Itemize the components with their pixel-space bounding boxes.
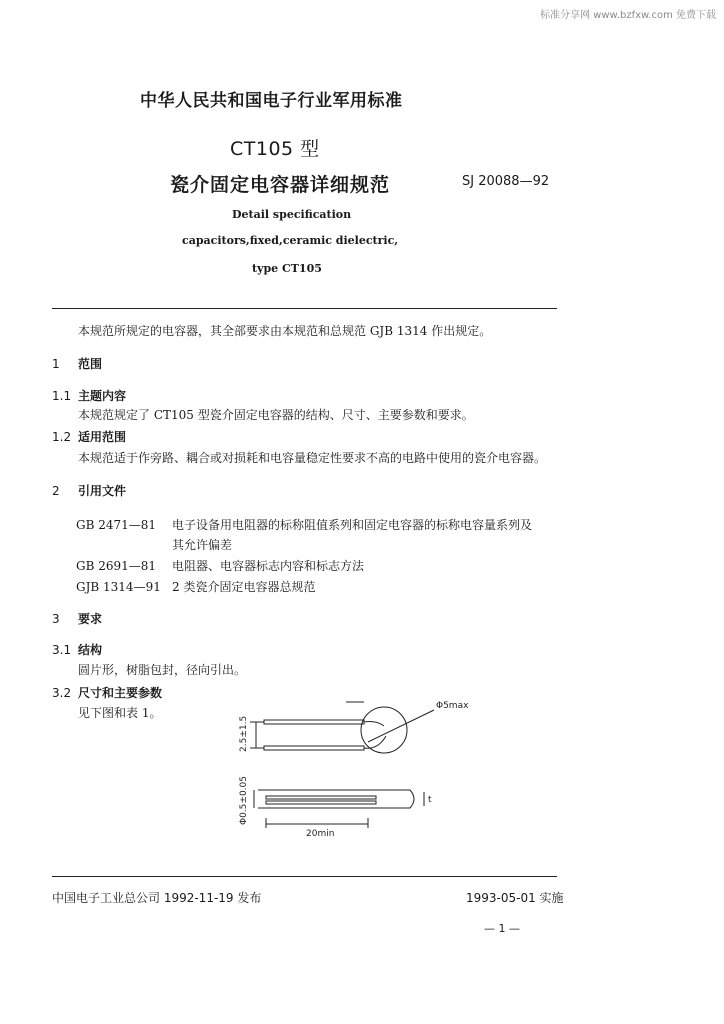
section-1-1-heading [52, 387, 126, 404]
capacitor-disc [361, 707, 407, 753]
issue-info: 中国电子工业总公司 1992-11-19 发布 [52, 891, 262, 905]
thickness-label: t [428, 795, 432, 805]
diameter-label: Φ5max [436, 701, 469, 711]
reference-row [76, 557, 364, 574]
page-number: — 1 — [484, 922, 520, 935]
english-title-line-1: Detail specification [232, 208, 352, 221]
section-3-2-text: 见下图和表 1。 [78, 706, 162, 720]
side-lead-1 [266, 796, 376, 799]
watermark: 标准分享网 www.bzfxw.com 免费下载 [540, 10, 716, 21]
section-title: 适用范围 [78, 430, 127, 444]
section-1-1-text: 本规范规定了 CT105 型瓷介固定电容器的结构、尺寸、主要参数和要求。 [78, 408, 474, 422]
section-1-2-text: 本规范适于作旁路、耦合或对损耗和电容量稳定性要求不高的电路中使用的瓷介电容器。 [78, 451, 547, 465]
section-number: 3.2 [52, 686, 72, 700]
section-title: 引用文件 [78, 484, 127, 498]
reference-title: 电子设备用电阻器的标称阻值系列和固定电容器的标称电容量系列及 [172, 518, 533, 532]
section-number: 1 [52, 357, 60, 371]
wire-diameter-label: Φ0.5±0.05 [239, 776, 249, 825]
section-title: 范围 [78, 357, 103, 371]
section-3-heading [52, 610, 102, 627]
reference-row [76, 578, 315, 595]
section-title: 结构 [78, 643, 103, 657]
upper-lead [264, 720, 364, 724]
reference-code: GB 2691—81 [76, 559, 157, 573]
intro-text: 本规范所规定的电容器，其全部要求由本规范和总规范 GJB 1314 作出规定。 [78, 324, 492, 338]
upper-lead-bend [364, 722, 384, 727]
lower-lead [264, 746, 364, 750]
section-number: 3.1 [52, 643, 72, 657]
section-2-heading [52, 482, 126, 499]
page-title: 瓷介固定电容器详细规范 [170, 174, 391, 196]
section-title: 尺寸和主要参数 [78, 686, 163, 700]
english-title-line-2: capacitors,fixed,ceramic dielectric, [182, 234, 399, 247]
header-rule [52, 308, 557, 309]
section-3-2-heading [52, 684, 162, 701]
section-title: 要求 [78, 612, 103, 626]
section-number: 1.2 [52, 430, 72, 444]
capacitor-dimension-drawing [236, 690, 486, 840]
section-1-2-heading [52, 428, 126, 445]
section-number: 1.1 [52, 389, 72, 403]
reference-code: GB 2471—81 [76, 518, 157, 532]
effective-date: 1993-05-01 实施 [466, 891, 564, 905]
section-number: 3 [52, 612, 60, 626]
side-disc-body [396, 790, 414, 808]
section-1-heading [52, 355, 102, 372]
reference-title: 电阻器、电容器标志内容和标志方法 [172, 559, 365, 573]
model-title: CT105 型 [230, 138, 320, 160]
side-lead-2 [266, 801, 376, 804]
section-title: 主题内容 [78, 389, 127, 403]
section-3-1-text: 圆片形，树脂包封，径向引出。 [78, 663, 247, 677]
reference-title: 2 类瓷介固定电容器总规范 [172, 580, 316, 594]
standard-category: 中华人民共和国电子行业军用标准 [140, 91, 403, 111]
section-number: 2 [52, 484, 60, 498]
english-title-line-3: type CT105 [252, 262, 322, 275]
length-label: 20min [306, 829, 335, 839]
footer-rule [52, 876, 557, 877]
pitch-label: 2.5±1.5 [239, 715, 249, 752]
standard-number: SJ 20088—92 [462, 174, 550, 189]
section-3-1-heading [52, 641, 102, 658]
reference-row [76, 516, 532, 533]
reference-code: GJB 1314—91 [76, 580, 161, 594]
reference-title-continued: 其允许偏差 [172, 538, 233, 552]
